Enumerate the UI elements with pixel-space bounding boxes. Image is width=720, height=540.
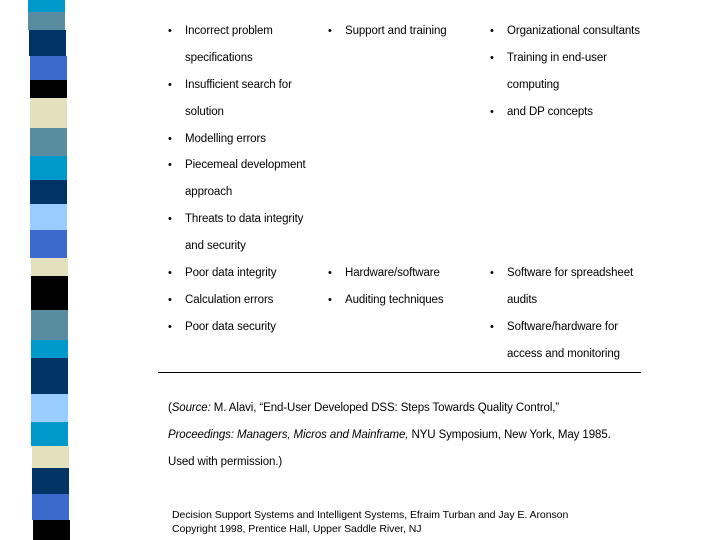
bullet-dot-icon: •: [168, 159, 172, 171]
bullet-dot-icon: •: [168, 294, 172, 306]
bullet-label: Insufficient search for: [185, 79, 292, 91]
source-citation-line-1: (Source: M. Alavi, “End-User Developed DSS: Steps Towards Quality Control,”: [168, 402, 560, 414]
bullet-dot-icon: •: [490, 52, 494, 64]
bullet-label: computing: [507, 79, 560, 91]
bullet-dot-icon: •: [168, 213, 172, 225]
publication-title-italic: Proceedings: Managers, Micros and Mainframe,: [168, 429, 409, 441]
horizontal-divider: [158, 372, 641, 373]
bullet-label: Modelling errors: [185, 133, 266, 145]
bullet-label: Poor data security: [185, 321, 276, 333]
bullet-label: specifications: [185, 52, 253, 64]
bullet-dot-icon: •: [328, 267, 332, 279]
bullet-dot-icon: •: [168, 321, 172, 333]
bullet-label: Poor data integrity: [185, 267, 277, 279]
bullet-dot-icon: •: [168, 133, 172, 145]
bullet-dot-icon: •: [168, 79, 172, 91]
footer-line-1: Decision Support Systems and Intelligent Systems, Efraim Turban and Jay E. Aronson: [172, 509, 569, 521]
bullet-label: and security: [185, 240, 246, 252]
bullet-dot-icon: •: [328, 25, 332, 37]
bullet-label: solution: [185, 106, 224, 118]
source-citation-line-2: Proceedings: Managers, Micros and Mainframe, NYU Symposium, New York, May 1985.: [168, 429, 611, 441]
bullet-dot-icon: •: [490, 267, 494, 279]
bullet-label: Training in end-user: [507, 52, 607, 64]
bullet-dot-icon: •: [328, 294, 332, 306]
bullet-label: audits: [507, 294, 538, 306]
bullet-label: Piecemeal development: [185, 159, 306, 171]
bullet-label: Calculation errors: [185, 294, 274, 306]
source-citation-line-3: Used with permission.): [168, 456, 283, 468]
bullet-label: and DP concepts: [507, 106, 593, 118]
bullet-label: Hardware/software: [345, 267, 440, 279]
bullet-label: Organizational consultants: [507, 25, 640, 37]
bullet-dot-icon: •: [490, 25, 494, 37]
source-word-italic: Source:: [171, 402, 211, 414]
bullet-label: access and monitoring: [507, 348, 620, 360]
bullet-label: Support and training: [345, 25, 447, 37]
footer-line-2: Copyright 1998, Prentice Hall, Upper Saddle River, NJ: [172, 522, 422, 535]
bullet-label: Incorrect problem: [185, 25, 273, 37]
bullet-label: Auditing techniques: [345, 294, 444, 306]
bullet-dot-icon: •: [490, 321, 494, 333]
bullet-dot-icon: •: [168, 267, 172, 279]
bullet-label: Software for spreadsheet: [507, 267, 634, 279]
bullet-dot-icon: •: [490, 106, 494, 118]
bullet-label: approach: [185, 186, 233, 198]
copyright-footer: [172, 509, 568, 536]
bullet-dot-icon: •: [168, 25, 172, 37]
bullet-label: Software/hardware for: [507, 321, 619, 333]
bullet-label: Threats to data integrity: [185, 213, 304, 225]
